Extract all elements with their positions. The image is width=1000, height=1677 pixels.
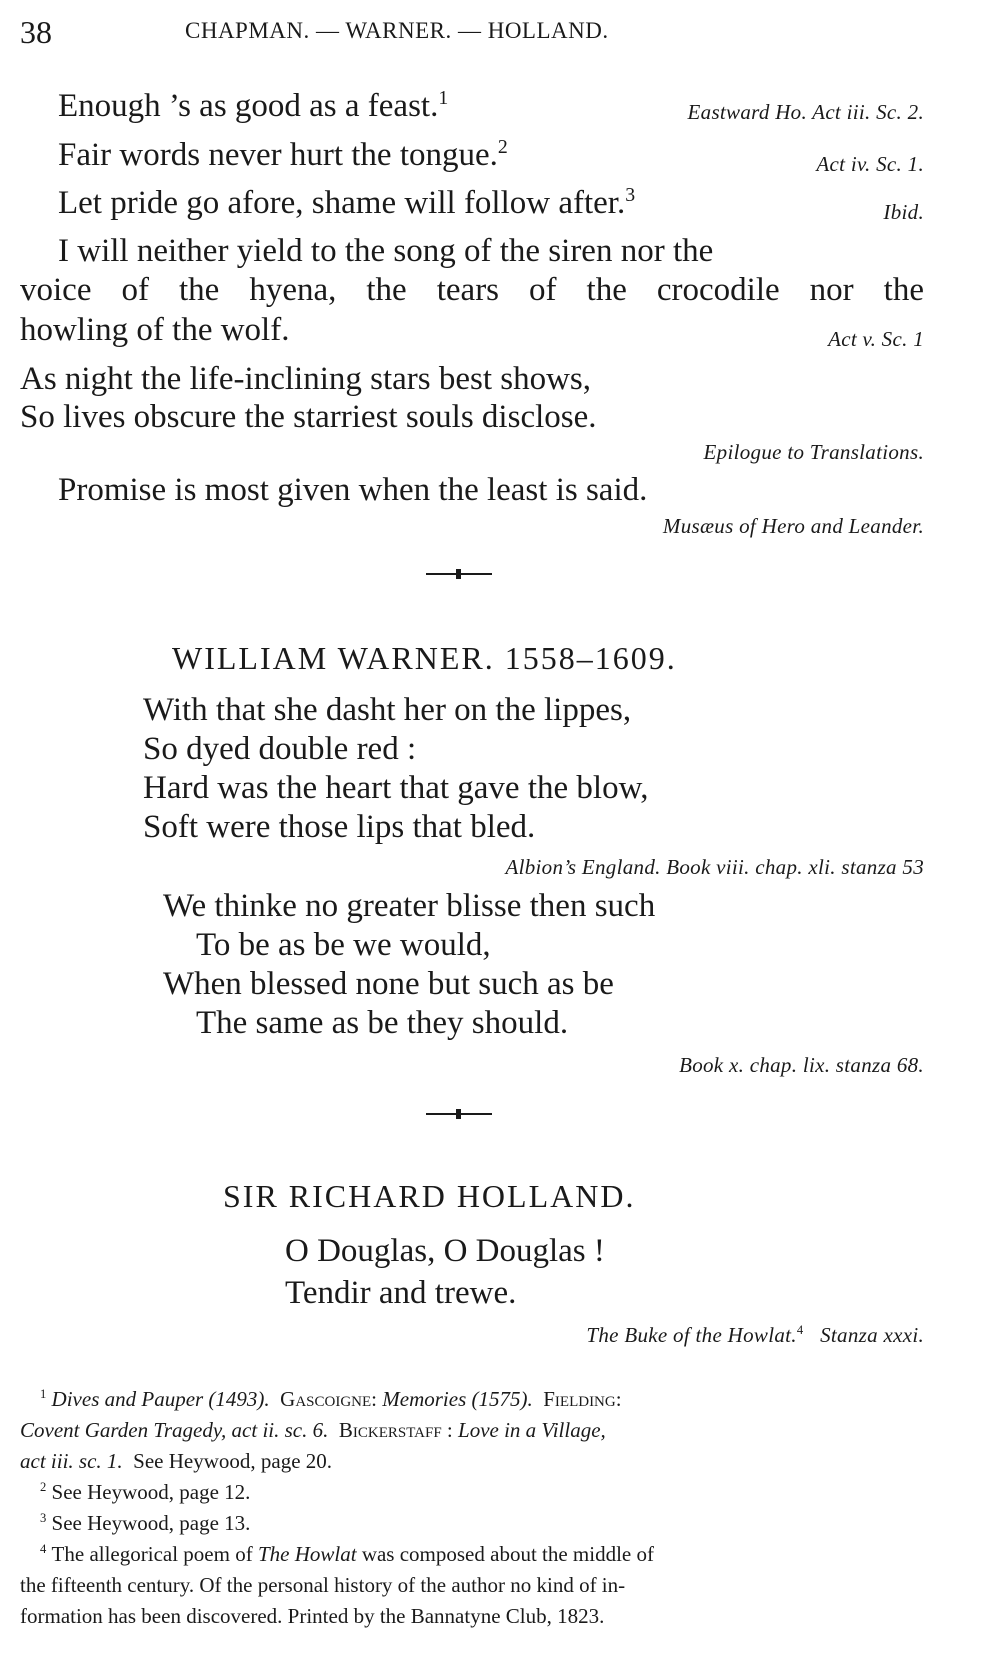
cite-act-iv: Act iv. Sc. 1. [816, 152, 924, 176]
warner-s1-line-1: With that she dasht her on the lippes, [143, 692, 632, 728]
cite-eastward-ho: Eastward Ho. Act iii. Sc. 2. [687, 100, 924, 124]
running-head: CHAPMAN. — WARNER. — HOLLAND. [185, 18, 609, 43]
footnote-3: $^3$ See Heywood, page 13. [40, 1511, 251, 1535]
holland-line-1: O Douglas, O Douglas ! [285, 1233, 605, 1269]
siren-line-3: howling of the wolf. [20, 312, 290, 348]
cite-howlat: The Buke of the Howlat.$^4$ Stanza xxxi. [586, 1323, 924, 1347]
warner-s2-line-3: When blessed none but such as be [163, 966, 614, 1002]
footnote-4-line-2: the fifteenth century. Of the personal history of the author no kind of in- [20, 1573, 626, 1597]
cite-act-v: Act v. Sc. 1 [828, 327, 924, 351]
night-verse-line-1: As night the life-inclining stars best shows, [20, 361, 592, 397]
warner-s2-line-4: The same as be they should. [196, 1005, 569, 1041]
section-divider-1 [426, 573, 492, 575]
night-verse-line-2: So lives obscure the starriest souls disclose. [20, 399, 597, 435]
warner-heading: WILLIAM WARNER. 1558–1609. [172, 640, 677, 676]
footnote-2: $^2$ See Heywood, page 12. [40, 1480, 251, 1504]
footnote-ref-1[interactable]: 1 [438, 87, 449, 109]
siren-line-2: voice of the hyena, the tears of the crocodile nor the [20, 272, 924, 308]
cite-ibid: Ibid. [883, 200, 924, 224]
warner-s1-line-2: So dyed double red : [143, 731, 417, 767]
footnote-ref-2[interactable]: 2 [497, 136, 508, 158]
quote-promise: Promise is most given when the least is said. [58, 472, 648, 508]
holland-line-2: Tendir and trewe. [285, 1275, 517, 1311]
footnote-4-line-3: formation has been discovered. Printed by the Bannatyne Club, 1823. [20, 1604, 605, 1628]
page-number: 38 [20, 14, 52, 50]
quote-fair-words: Fair words never hurt the tongue.$^2$ [58, 136, 508, 173]
section-divider-2 [426, 1113, 492, 1115]
warner-s2-line-2: To be as be we would, [196, 927, 491, 963]
footnote-ref-3[interactable]: 3 [625, 184, 636, 206]
footnote-1-line-2: Covent Garden Tragedy, act ii. sc. 6. Bickerstaff : Love in a Village, [20, 1418, 606, 1442]
warner-s2-line-1: We thinke no greater blisse then such [163, 888, 656, 924]
footnote-ref-4[interactable]: 4 [796, 1323, 804, 1337]
holland-heading: SIR RICHARD HOLLAND. [223, 1178, 636, 1214]
siren-line-1: I will neither yield to the song of the siren nor the [58, 233, 714, 269]
footnote-4-line-1: $^4$ The allegorical poem of The Howlat was composed about the middle of [40, 1542, 654, 1566]
cite-epilogue: Epilogue to Translations. [703, 440, 924, 464]
cite-book-x: Book x. chap. lix. stanza 68. [679, 1053, 924, 1077]
footnote-1-line-1: $^1$ Dives and Pauper (1493). Gascoigne: Memories (1575). Fielding: [40, 1387, 622, 1411]
warner-s1-line-3: Hard was the heart that gave the blow, [143, 770, 649, 806]
quote-pride: Let pride go afore, shame will follow after.$^3$ [58, 184, 636, 221]
cite-albions-england: Albion’s England. Book viii. chap. xli. stanza 53 [505, 855, 924, 879]
warner-s1-line-4: Soft were those lips that bled. [143, 809, 536, 845]
cite-musaeus: Musæus of Hero and Leander. [662, 514, 924, 538]
quote-enough: Enough ’s as good as a feast.$^1$ [58, 87, 449, 124]
footnote-1-line-3: act iii. sc. 1. See Heywood, page 20. [20, 1449, 333, 1473]
